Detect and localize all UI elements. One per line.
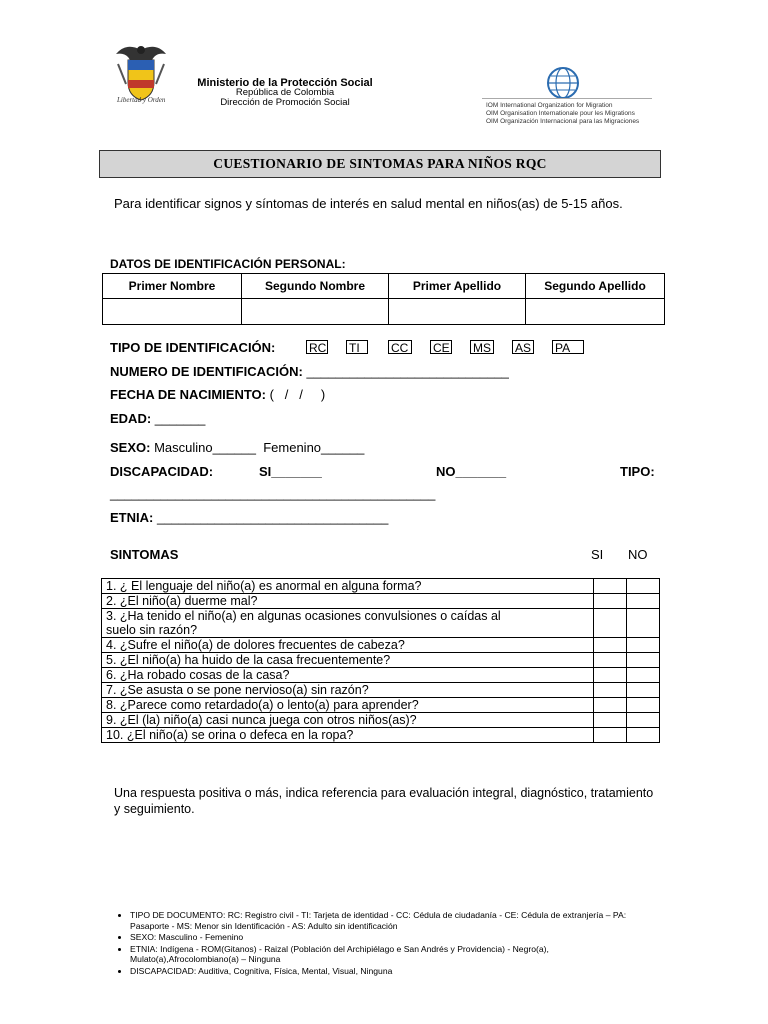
edad-label: EDAD: — [110, 411, 152, 426]
fecha-row — [110, 387, 325, 402]
tipo-label: TIPO DE IDENTIFICACIÓN: — [110, 340, 276, 355]
si-checkbox[interactable] — [594, 638, 627, 653]
table-row — [102, 683, 660, 698]
oim-line: OIM Organización Internacional para las Migraciones — [486, 118, 640, 125]
si-checkbox[interactable] — [594, 683, 627, 698]
symptoms-table — [101, 578, 660, 743]
si-checkbox[interactable] — [594, 609, 627, 638]
primer-nombre-field[interactable] — [103, 299, 242, 325]
no-checkbox[interactable] — [627, 713, 660, 728]
table-row — [102, 653, 660, 668]
footnote-item: • DISCAPACIDAD: Auditiva, Cognitiva, Física, Mental, Visual, Ninguna — [130, 966, 656, 977]
no-checkbox[interactable] — [627, 609, 660, 638]
si-column-header: SI — [591, 547, 604, 562]
republic-name: República de Colombia — [235, 87, 335, 98]
ministry-name: Ministerio de la Protección Social — [197, 77, 373, 89]
symptom-question: 6. ¿Ha robado cosas de la casa? — [102, 668, 594, 683]
oim-divider — [482, 98, 652, 99]
tipo-option-ce[interactable]: CE — [430, 340, 452, 354]
col-segundo-nombre: Segundo Nombre — [242, 274, 389, 299]
no-checkbox[interactable] — [627, 594, 660, 609]
primer-apellido-field[interactable] — [389, 299, 526, 325]
names-header-row — [103, 274, 665, 299]
si-checkbox[interactable] — [594, 653, 627, 668]
ministry-block — [190, 78, 380, 108]
table-row — [102, 594, 660, 609]
edad-row — [110, 411, 205, 426]
tipo-option-cc[interactable]: CC — [388, 340, 412, 354]
tipo-option-as[interactable]: AS — [512, 340, 534, 354]
si-checkbox[interactable] — [594, 594, 627, 609]
col-primer-apellido: Primer Apellido — [389, 274, 526, 299]
referral-note: Una respuesta positiva o más, indica referencia para evaluación integral, diagnóstico, tratamiento y seguimiento. — [114, 786, 654, 816]
coat-caption: Libertad y Orden — [117, 96, 166, 104]
table-row — [102, 638, 660, 653]
footnote-item: • SEXO: Masculino - Femenino — [130, 932, 656, 943]
directorate-name: Dirección de Promoción Social — [220, 97, 350, 108]
fecha-label: FECHA DE NACIMIENTO: — [110, 387, 266, 402]
numero-label: NUMERO DE IDENTIFICACIÓN: — [110, 364, 303, 379]
oim-names — [486, 102, 639, 126]
discapacidad-tipo-label: TIPO: — [620, 464, 655, 479]
table-row — [102, 579, 660, 594]
no-checkbox[interactable] — [627, 653, 660, 668]
table-row — [102, 668, 660, 683]
oim-line: IOM International Organization for Migration — [486, 102, 613, 109]
names-table — [102, 273, 665, 325]
intro-text: Para identificar signos y síntomas de interés en salud mental en niños(as) de 5-15 años. — [114, 196, 623, 211]
symptom-question: 1. ¿ El lenguaje del niño(a) es anormal en alguna forma? — [102, 579, 594, 594]
si-checkbox[interactable] — [594, 698, 627, 713]
no-checkbox[interactable] — [627, 638, 660, 653]
no-checkbox[interactable] — [627, 668, 660, 683]
si-checkbox[interactable] — [594, 713, 627, 728]
footnote-item: • TIPO DE DOCUMENTO: RC: Registro civil - TI: Tarjeta de identidad - CC: Cédula de ciudadanía - CE: Cédula de extranjería – PA: Pasaporte - MS: Menor sin Identificación - AS: Adulto sin identificación — [130, 910, 656, 931]
no-checkbox[interactable] — [627, 728, 660, 743]
symptom-question: 7. ¿Se asusta o se pone nervioso(a) sin razón? — [102, 683, 594, 698]
no-checkbox[interactable] — [627, 579, 660, 594]
no-checkbox[interactable] — [627, 683, 660, 698]
si-checkbox[interactable] — [594, 668, 627, 683]
discapacidad-no-field[interactable]: NO_______ — [436, 464, 507, 479]
tipo-option-ti[interactable]: TI — [346, 340, 368, 354]
edad-field[interactable]: _______ — [154, 411, 206, 426]
si-checkbox[interactable] — [594, 728, 627, 743]
symptom-question: 8. ¿Parece como retardado(a) o lento(a) para aprender? — [102, 698, 594, 713]
no-column-header: NO — [628, 547, 648, 562]
sexo-row — [110, 440, 364, 455]
numero-field[interactable]: ____________________________ — [306, 364, 509, 379]
footnotes — [116, 910, 656, 977]
symptom-question: 9. ¿El (la) niño(a) casi nunca juega con otros niños(as)? — [102, 713, 594, 728]
table-row — [102, 698, 660, 713]
tipo-option-ms[interactable]: MS — [470, 340, 494, 354]
no-checkbox[interactable] — [627, 698, 660, 713]
table-row — [102, 609, 660, 638]
title-box — [99, 150, 661, 178]
discapacidad-si-field[interactable]: SI_______ — [259, 464, 322, 479]
footnote-item: • ETNIA: Indígena - ROM(Gitanos) - Raizal (Población del Archipiélago e San Andrés y Providencia) - Negro(a), Mulato(a),Afrocolombiano(a) – Ninguna — [130, 944, 656, 965]
table-row — [102, 728, 660, 743]
symptom-question: 10. ¿El niño(a) se orina o defeca en la ropa? — [102, 728, 594, 743]
etnia-row — [110, 510, 388, 525]
etnia-label: ETNIA: — [110, 510, 154, 525]
tipo-option-rc[interactable]: RC — [306, 340, 328, 354]
symptom-question: 5. ¿El niño(a) ha huido de la casa frecuentemente? — [102, 653, 594, 668]
symptoms-header: SINTOMAS — [110, 547, 179, 562]
table-row — [102, 713, 660, 728]
symptom-question: 4. ¿Sufre el niño(a) de dolores frecuentes de cabeza? — [102, 638, 594, 653]
tipo-option-pa[interactable]: PA — [552, 340, 584, 354]
sexo-field[interactable]: Masculino______ Femenino______ — [154, 440, 365, 455]
segundo-nombre-field[interactable] — [242, 299, 389, 325]
symptom-question: 3. ¿Ha tenido el niño(a) en algunas ocasiones convulsiones o caídas al suelo sin razón? — [102, 609, 594, 638]
etnia-field[interactable]: ________________________________ — [156, 510, 389, 525]
segundo-apellido-field[interactable] — [526, 299, 665, 325]
oim-globe-icon — [546, 66, 580, 100]
sexo-label: SEXO: — [110, 440, 151, 455]
numero-row — [110, 364, 509, 379]
page-title: CUESTIONARIO DE SINTOMAS PARA NIÑOS RQC — [213, 156, 547, 171]
oim-line: OIM Organisation Internationale pour les Migrations — [486, 110, 635, 117]
discapacidad-tipo-field[interactable]: _____________________________________________ — [110, 486, 436, 501]
names-entry-row — [103, 299, 665, 325]
col-primer-nombre: Primer Nombre — [103, 274, 242, 299]
col-segundo-apellido: Segundo Apellido — [526, 274, 665, 299]
fecha-field[interactable]: ( / / ) — [269, 387, 326, 402]
discapacidad-label: DISCAPACIDAD: — [110, 464, 214, 479]
identification-section-title: DATOS DE IDENTIFICACIÓN PERSONAL: — [110, 257, 346, 271]
si-checkbox[interactable] — [594, 579, 627, 594]
symptom-question: 2. ¿El niño(a) duerme mal? — [102, 594, 594, 609]
